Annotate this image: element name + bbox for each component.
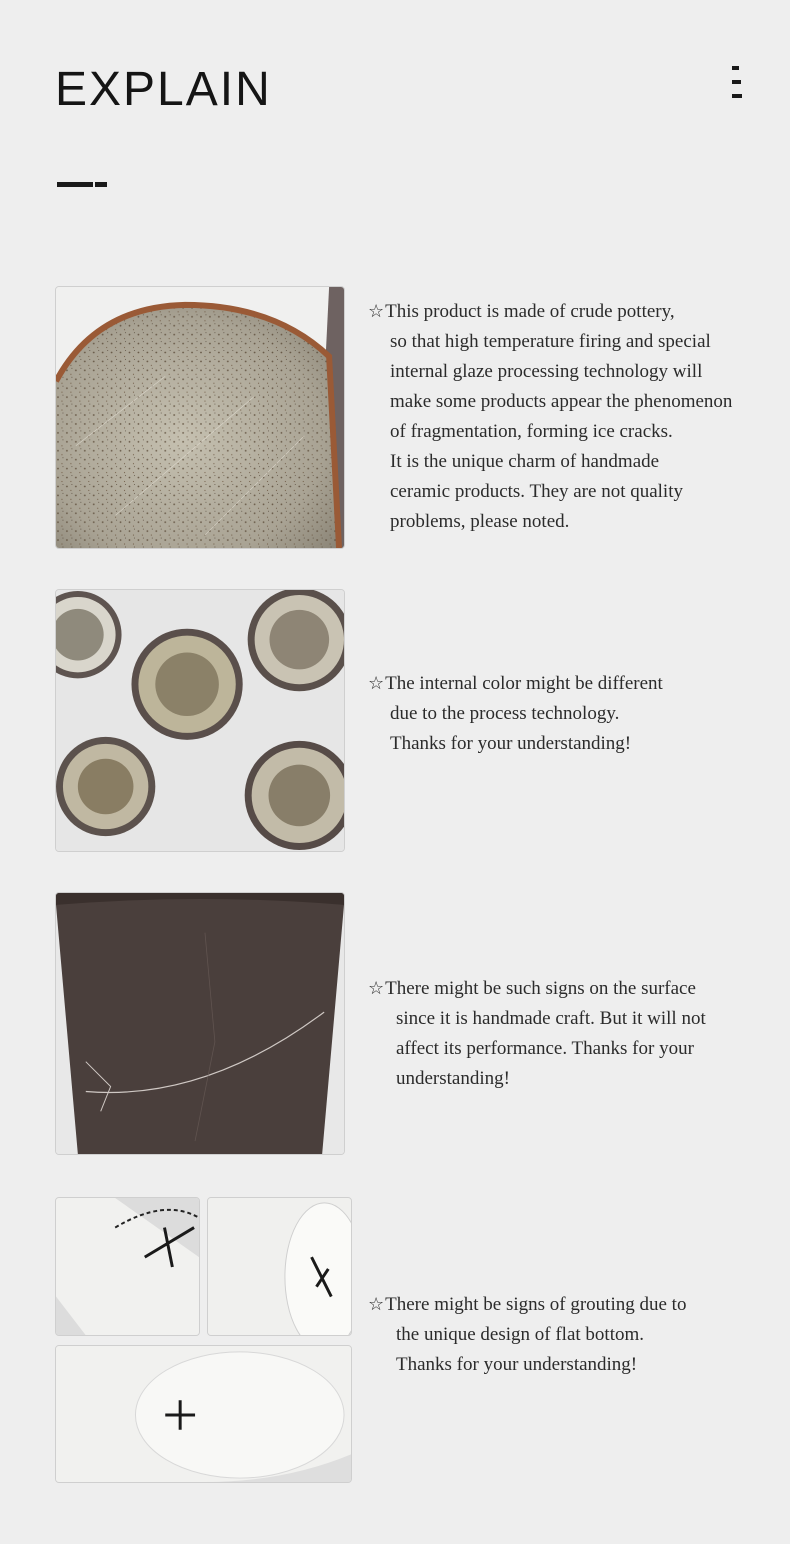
section-2-first-line: The internal color might be different <box>385 673 663 694</box>
section-1-line: problems, please noted. <box>390 511 570 532</box>
star-icon: ☆ <box>368 673 385 694</box>
section-4-line: the unique design of flat bottom. <box>396 1324 645 1345</box>
section-2-line: Thanks for your understanding! <box>390 733 632 754</box>
menu-icon[interactable] <box>732 66 742 100</box>
star-icon: ☆ <box>368 301 385 322</box>
section-4-description <box>368 1290 686 1380</box>
cup-bottom-photo-3 <box>55 1345 352 1483</box>
section-3-line: affect its performance. Thanks for your <box>396 1038 694 1059</box>
section-3-line: since it is handmade craft. But it will not <box>396 1008 706 1029</box>
section-1-line: It is the unique charm of handmade <box>390 451 660 472</box>
section-4-line: Thanks for your understanding! <box>396 1354 638 1375</box>
section-3-description <box>368 974 706 1094</box>
section-4-first-line: There might be signs of grouting due to <box>385 1294 687 1315</box>
section-1-line: so that high temperature firing and special <box>390 331 711 352</box>
star-icon: ☆ <box>368 1294 385 1315</box>
cups-top-view-photo <box>55 589 345 852</box>
section-1-line: internal glaze processing technology will <box>390 361 703 382</box>
section-1-first-line: This product is made of crude pottery, <box>385 301 675 322</box>
section-1-description <box>368 297 732 537</box>
section-1-line: make some products appear the phenomenon <box>390 391 733 412</box>
section-2-line: due to the process technology. <box>390 703 620 724</box>
page-title: EXPLAIN <box>55 63 272 116</box>
section-2-description <box>368 669 663 759</box>
cup-bottom-photo-2 <box>207 1197 352 1336</box>
star-icon: ☆ <box>368 978 385 999</box>
section-1-line: ceramic products. They are not quality <box>390 481 683 502</box>
crackle-glaze-photo <box>55 286 345 549</box>
section-3-line: understanding! <box>396 1068 510 1089</box>
title-underline-divider <box>57 182 107 187</box>
section-1-line: of fragmentation, forming ice cracks. <box>390 421 673 442</box>
cup-bottom-photo-1 <box>55 1197 200 1336</box>
section-3-first-line: There might be such signs on the surface <box>385 978 696 999</box>
cup-surface-photo <box>55 892 345 1155</box>
